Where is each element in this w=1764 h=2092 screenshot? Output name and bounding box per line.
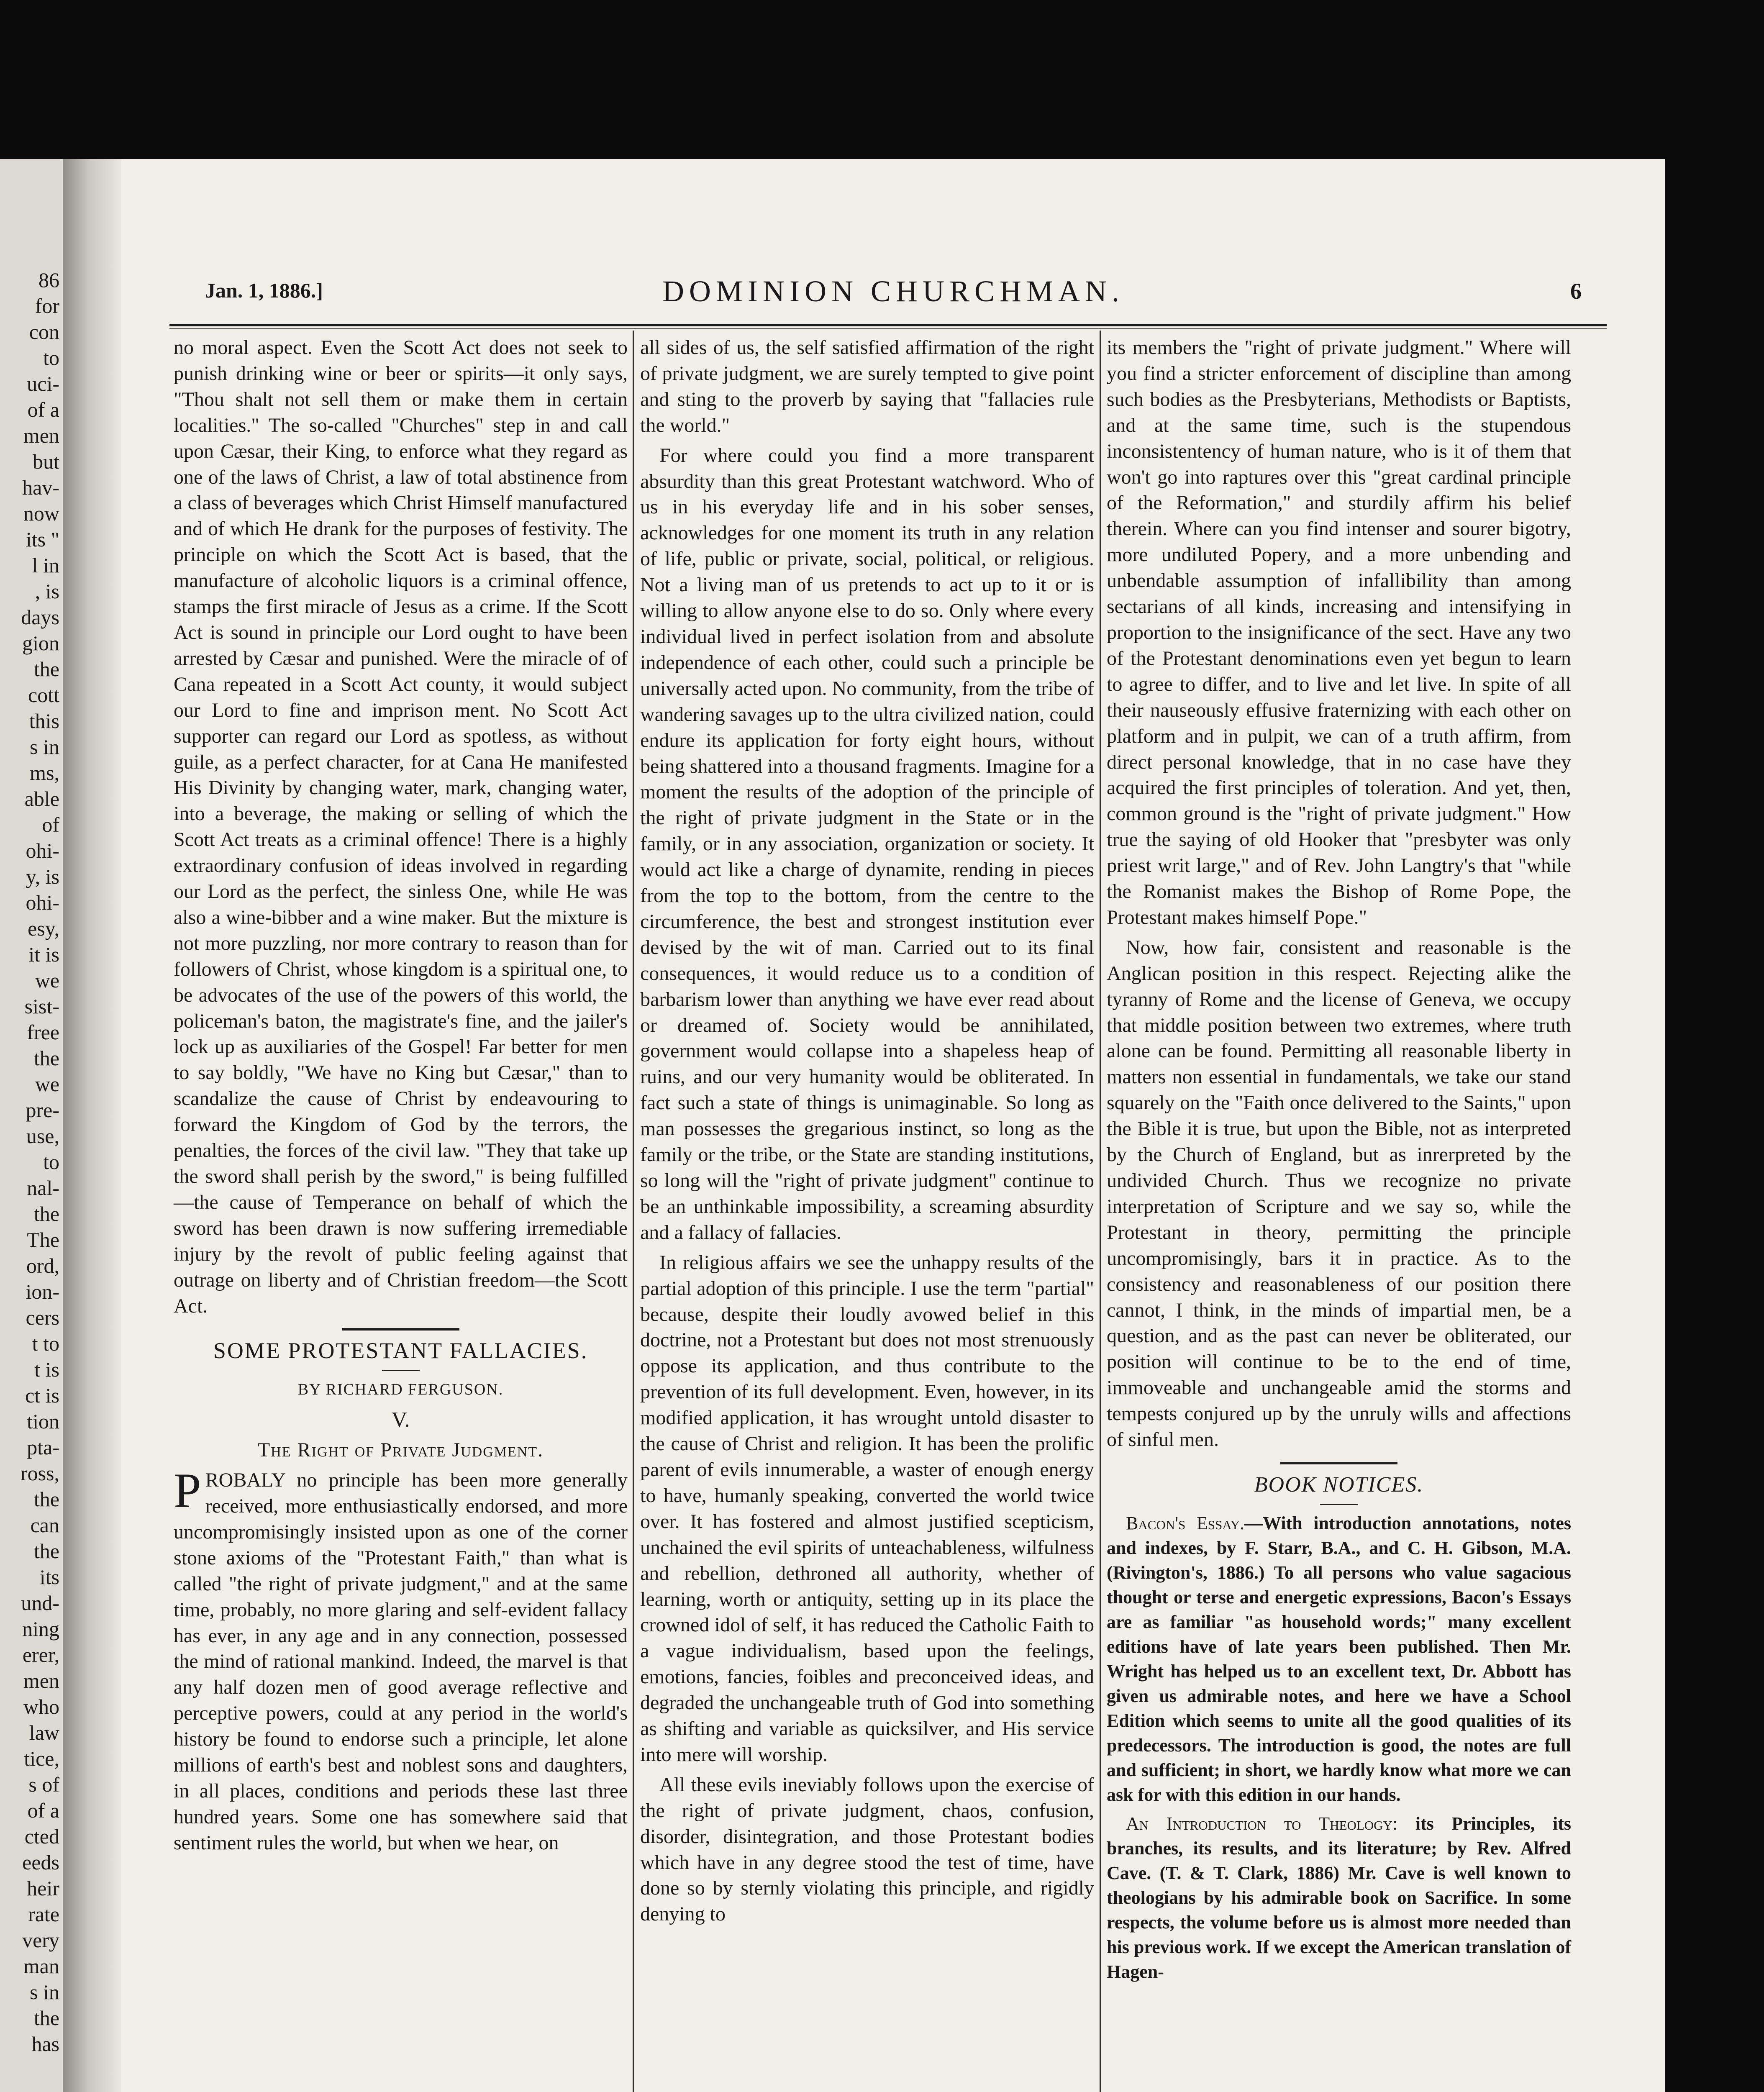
facing-page-fragment: the xyxy=(33,1487,59,1511)
facing-page-fragment: nal- xyxy=(27,1176,59,1200)
facing-page-fragment: ion- xyxy=(26,1280,59,1303)
facing-page-fragment: ms, xyxy=(30,761,59,784)
facing-page-fragment: ord, xyxy=(26,1254,59,1277)
facing-page-fragment: free xyxy=(27,1020,59,1044)
facing-page-fragment: uci- xyxy=(27,372,59,395)
article-subheading: The Right of Private Judgment. xyxy=(257,1439,544,1461)
facing-page-fragment: eeds xyxy=(22,1851,59,1874)
facing-page-fragment: y, is xyxy=(26,865,59,888)
section-rule xyxy=(342,1328,459,1331)
notice-body: —With introduction annotations, notes and indexes, by F. Starr, B.A., and C. H. Gibson, M.A. (Rivington's, 1886.) To all persons who value sagacious thought or terse and energetic expressions, Bacon's Essays are as familiar "as household words;" many excellent editions have of late years been published. Then Mr. Wright has helped us to an excellent text, Dr. Abbott has given us admirable notes, and here we have a School Edition which seems to unite all the good qualities of its predecessors. The introduction is good, the notes are full and sufficient; in short, we hardly know what more we can ask for with this edition in our hands. xyxy=(1107,1513,1571,1805)
title-rule xyxy=(382,1370,420,1371)
facing-page-fragment: the xyxy=(33,657,59,681)
facing-page-fragment: to xyxy=(43,346,59,369)
book-notice xyxy=(1107,1811,1571,1984)
article-text: no moral aspect. Even the Scott Act does not seek to punish drinking wine or beer or spirits—it only says, "Thou shalt not sell them or make them in certain localities." The so-called "Churches" step in and call upon Cæsar, their King, to enforce what they regard as one of the laws of Christ, a law of total abstinence from a class of beverages which Christ Himself manufactured and of which He drank for the purposes of festivity. The principle on which the Scott Act is based, that the manufacture of alcoholic liquors is a criminal offence, stamps the first miracle of Jesus as a crime. If the Scott Act is sound in principle our Lord ought to have been arrested by Cæsar and punished. Were the miracle of of Cana repeated in a Scott Act county, it would subject our Lord to fine and imprison ment. No Scott Act supporter can regard our Lord as spotless, as without guile, as a perfect character, for at Cana He manifested His Divinity by changing water, mark, changing water, into a beverage, the making or selling of which the Scott Act treats as a criminal offence! There is a highly extraordinary confusion of ideas involved in regarding our Lord as the perfect, the sinless One, while He was also a wine-bibber and a wine maker. But the mixture is not more puzzling, nor more contrary to reason than for followers of Christ, whose kingdom is a spiritual one, to be advocates of the use of the powers of this world, the policeman's baton, the magistrate's fine, and the jailer's lock up as auxiliaries of the Gospel! Far better for men to say boldly, "We have no King but Cæsar," than to scandalize the cause of Christ by endeavouring to forward the Kingdom of God by the terrors, the penalties, the forces of the civil law. "They that take up the sword shall perish by the sword," is being fulfilled—the cause of Temperance on behalf of which the sword has been drawn is now suffering irremediable injury by the revolt of public feeling against that outrage on liberty and of Christian freedom—the Scott Act. xyxy=(174,336,628,1317)
facing-page-fragment: this xyxy=(29,709,59,733)
notice-body: its Principles, its branches, its results, and its literature; by Rev. Alfred Cave. (T. & T. Clark, 1886) Mr. Cave is well known to theologians by his admirable book on Sacrifice. In some respects, the volume before us is almost more needed than his previous work. If we except the American translation of Hagen- xyxy=(1107,1813,1571,1982)
facing-page-fragment: pre- xyxy=(26,1098,59,1122)
facing-page-fragment: heir xyxy=(27,1877,59,1900)
facing-page-fragment: 86 xyxy=(38,268,59,292)
column-2 xyxy=(640,335,1094,1927)
facing-page-fragment: man xyxy=(23,1954,59,1978)
facing-page-fragment: tice, xyxy=(24,1747,59,1770)
facing-page-fragment: con xyxy=(29,320,59,344)
part-numeral: V. xyxy=(391,1408,410,1432)
article-text xyxy=(174,1463,628,1856)
running-header xyxy=(205,274,1582,312)
facing-page-fragment: can xyxy=(30,1513,59,1537)
facing-page-fragment: cted xyxy=(24,1825,59,1848)
facing-page-fragment: who xyxy=(23,1695,59,1718)
book-gutter xyxy=(63,159,121,2092)
header-rule xyxy=(169,324,1607,326)
notice-title: Bacon's Essay. xyxy=(1126,1513,1245,1533)
facing-page-fragment: men xyxy=(23,424,59,447)
article-text: its members the "right of private judgment." Where will you find a stricter enforcement of discipline than among such bodies as the Presbyterians, Methodists or Baptists, and at the same time, such is the stupendous inconsistentency of human nature, who is it of them that won't go into raptures over this "great cardinal principle of the Reformation," and sturdily affirm his belief therein. Where can you find intenser and sourer bigotry, more undiluted Popery, and a more unbending and unbendable assumption of infallibility than among sectarians of all kinds, increasing and intensifying in proportion to the insignificance of the sect. Have any two of the Protestant denominations even yet begun to learn to agree to differ, and to live and let live. In spite of all their nauseously effusive fraternizing with each other on platform and in pulpit, we can of a truth affirm, from direct personal knowledge, that in no case have they acquired the first principles of toleration. And yet, then, common ground is the "right of private judgment." How true the saying of old Hooker that "presbyter was only priest writ large," and of Rev. John Langtry's that "while the Romanist makes the Bishop of Rome Pope, the Protestant makes himself Pope." xyxy=(1107,336,1571,928)
article-title: SOME PROTESTANT FALLACIES. xyxy=(213,1338,588,1364)
facing-page-fragment: the xyxy=(33,1539,59,1563)
facing-page-fragment: ohi- xyxy=(26,839,59,862)
facing-page-fragment: , is xyxy=(35,579,59,603)
facing-page-fragment: for xyxy=(35,294,59,318)
facing-page-fragment: its " xyxy=(26,528,59,551)
column-divider-2 xyxy=(1100,331,1101,2092)
facing-page-fragment: has xyxy=(31,2032,59,2056)
facing-page-fragment: hav- xyxy=(22,476,59,499)
facing-page-fragment: esy, xyxy=(28,917,59,940)
facing-page-fragment: t to xyxy=(32,1332,59,1355)
byline: BY RICHARD FERGUSON. xyxy=(297,1381,504,1399)
facing-page-fragment: t is xyxy=(34,1358,59,1381)
facing-page-fragment: ross, xyxy=(20,1461,59,1485)
masthead: DOMINION CHURCHMAN. xyxy=(662,274,1125,308)
drop-cap: P xyxy=(174,1463,201,1518)
facing-page-fragment: cott xyxy=(28,683,59,707)
article-text: In religious affairs we see the unhappy results of the partial adoption of this principle. I use the term "partial" because, despite their loudly avowed belief in this doctrine, not a Protestant but does not most strenuously oppose its application, and thus contribute to the prevention of its full development. Even, however, in its modified application, it has wrought untold disaster to the cause of Christ and religion. It has been the prolific parent of evils innumerable, a waster of enough energy to have, humanly speaking, converted the world twice over. It has fostered and almost justified scepticism, unchained the evil spirits of unteachableness, wilfulness and rebellion, dethroned all authority, whether of learning, worth or antiquity, setting up in its place the crowned idol of self, it has reduced the Catholic Faith to a vague individualism, based upon the feelings, emotions, fancies, foibles and preconceived ideas, and degraded the unchangeable truth of God into something as shifting and variable as quicksilver, and His service into mere will worship. xyxy=(640,1251,1094,1766)
facing-page-fragment: pta- xyxy=(27,1436,59,1459)
section-rule xyxy=(1280,1462,1397,1464)
page-number: 6 xyxy=(1570,279,1582,304)
facing-page-fragment: to xyxy=(43,1150,59,1174)
facing-page-fragment: the xyxy=(33,1202,59,1225)
facing-page-fragment: ct is xyxy=(25,1384,59,1407)
column-divider-1 xyxy=(633,331,634,2092)
facing-page-fragment: ning xyxy=(22,1617,59,1641)
column-1 xyxy=(174,335,628,1856)
facing-page-fragment: law xyxy=(29,1721,59,1744)
facing-page-fragment: erer, xyxy=(22,1643,59,1666)
header-rule-thin xyxy=(169,328,1607,329)
facing-page-edge xyxy=(0,159,63,2092)
facing-page-fragment: l in xyxy=(32,554,59,577)
facing-page-fragment: the xyxy=(33,2006,59,2030)
facing-page-fragment: tion xyxy=(27,1410,59,1433)
facing-page-fragment: The xyxy=(27,1228,59,1251)
facing-page-fragment: cers xyxy=(26,1306,59,1329)
facing-page-fragment: but xyxy=(33,450,59,473)
article-text: all sides of us, the self satisfied affirmation of the right of private judgment, we are surely tempted to give point and sting to the proverb by saying that "fallacies rule the world." xyxy=(640,336,1094,436)
facing-page-fragment: ohi- xyxy=(26,891,59,914)
facing-page-fragment: we xyxy=(35,1072,59,1096)
book-notice xyxy=(1107,1511,1571,1807)
facing-page-fragment: use, xyxy=(26,1124,59,1148)
facing-page-fragment: now xyxy=(23,502,59,525)
facing-page-fragment: sist- xyxy=(24,995,59,1018)
facing-page-fragment: very xyxy=(22,1928,59,1952)
book-notices-heading: BOOK NOTICES. xyxy=(1254,1472,1424,1497)
issue-date: Jan. 1, 1886.] xyxy=(205,279,323,302)
facing-page-fragment: s in xyxy=(30,735,59,759)
newspaper-page xyxy=(121,159,1665,2092)
facing-page-fragment: rate xyxy=(28,1902,59,1926)
facing-page-fragment: s of xyxy=(28,1773,59,1796)
facing-page-fragment: men xyxy=(23,1669,59,1692)
facing-page-fragment: gion xyxy=(22,631,59,655)
article-text: All these evils ineviably follows upon the exercise of the right of private judgment, chaos, confusion, disorder, disintegration, and those Protestant bodies which have in any degree stood the test of time, have done so by sternly violating this principle, and rigidly denying to xyxy=(640,1773,1094,1925)
facing-page-fragment: its xyxy=(39,1565,59,1589)
facing-page-fragment: of a xyxy=(27,1799,59,1822)
facing-page-fragment: of xyxy=(42,813,59,836)
facing-page-fragment: of a xyxy=(27,398,59,421)
article-text: Now, how fair, consistent and reasonable is the Anglican position in this respect. Rejecting alike the tyranny of Rome and the license of Geneva, we occupy that middle position between two extremes, where truth alone can be found. Permitting all reasonable liberty in matters non essential in fundamentals, we take our stand squarely on the "Faith once delivered to the Saints," upon the Bible it is true, but upon the Bible, not as interpreted by the Church of England, but as inrerpreted by the undivided Church. Thus we recognize no private interpretation of Scripture and we say so, while the Protestant in theory, permitting the principle uncompromisingly, bars it in practice. As to the consistency and reasonableness of our position there cannot, I think, in the minds of impartial men, be a question, and as the past can never be obliterated, our position will continue to be to the end of time, immoveable and unchangeable amid the storms and tempests conjured up by the unruly wills and affections of sinful men. xyxy=(1107,936,1571,1451)
column-3 xyxy=(1107,335,1571,1984)
heading-rule xyxy=(1320,1504,1358,1505)
facing-page-fragment: days xyxy=(21,605,59,629)
article-text-body: ROBALY no principle has been more generally received, more enthusiastically endorsed, and more uncompromisingly insisted upon as one of the corner stone axioms of the "Protestant Faith," than what is called "the right of private judgment," and at the same time, probably, no more glaring and self-evident fallacy has ever, in any age and in any connection, possessed the mind of rational mankind. Indeed, the marvel is that any half dozen men of good average reflective and perceptive powers, could at any period in the world's history be found to endorse such a principle, let alone millions of earth's best and noblest sons and daughters, in all places, conditions and periods these last three hundred years. Some one has somewhere said that sentiment rules the world, but when we hear, on xyxy=(174,1469,628,1854)
facing-page-fragment: it is xyxy=(28,943,59,966)
facing-page-fragment: the xyxy=(33,1046,59,1070)
facing-page-fragment: we xyxy=(35,969,59,992)
facing-page-fragment: able xyxy=(24,787,59,810)
notice-title: An Introduction to Theology: xyxy=(1126,1813,1398,1834)
facing-page-fragment: und- xyxy=(21,1591,59,1615)
facing-page-fragment: s in xyxy=(30,1980,59,2004)
article-text: For where could you find a more transparent absurdity than this great Protestant watchword. Who of us in his everyday life and in his sober senses, acknowledges for one moment its truth in any relation of life, public or private, social, political, or religious. Not a living man of us pretends to act up to it or is willing to allow anyone else to do so. Only where every individual lived in perfect isolation from and absolute independence of each other, could such a principle be universally acted upon. No community, from the tribe of wandering savages up to the ultra civilized nation, could endure its application for forty eight hours, without being shattered into a thousand fragments. Imagine for a moment the results of the adoption of the principle of the right of private judgment in the State or in the family, or in any association, organization or society. It would act like a charge of dynamite, rending in pieces from the top to the bottom, from the centre to the circumference, the best and strongest institution ever devised by the wit of man. Carried out to its final consequences, it would reduce us to a condition of barbarism lower than anything we have ever read about or dreamed of. Society would be annihilated, government would collapse into a shapeless heap of ruins, and our very humanity would be obliterated. In fact such a state of things is unimaginable. So long as man possesses the gregarious instinct, so long as the family or the tribe, or the State are standing institutions, so long will the "right of private judgment" continue to be an unthinkable impossibility, a screaming absurdity and a fallacy of fallacies. xyxy=(640,444,1094,1243)
